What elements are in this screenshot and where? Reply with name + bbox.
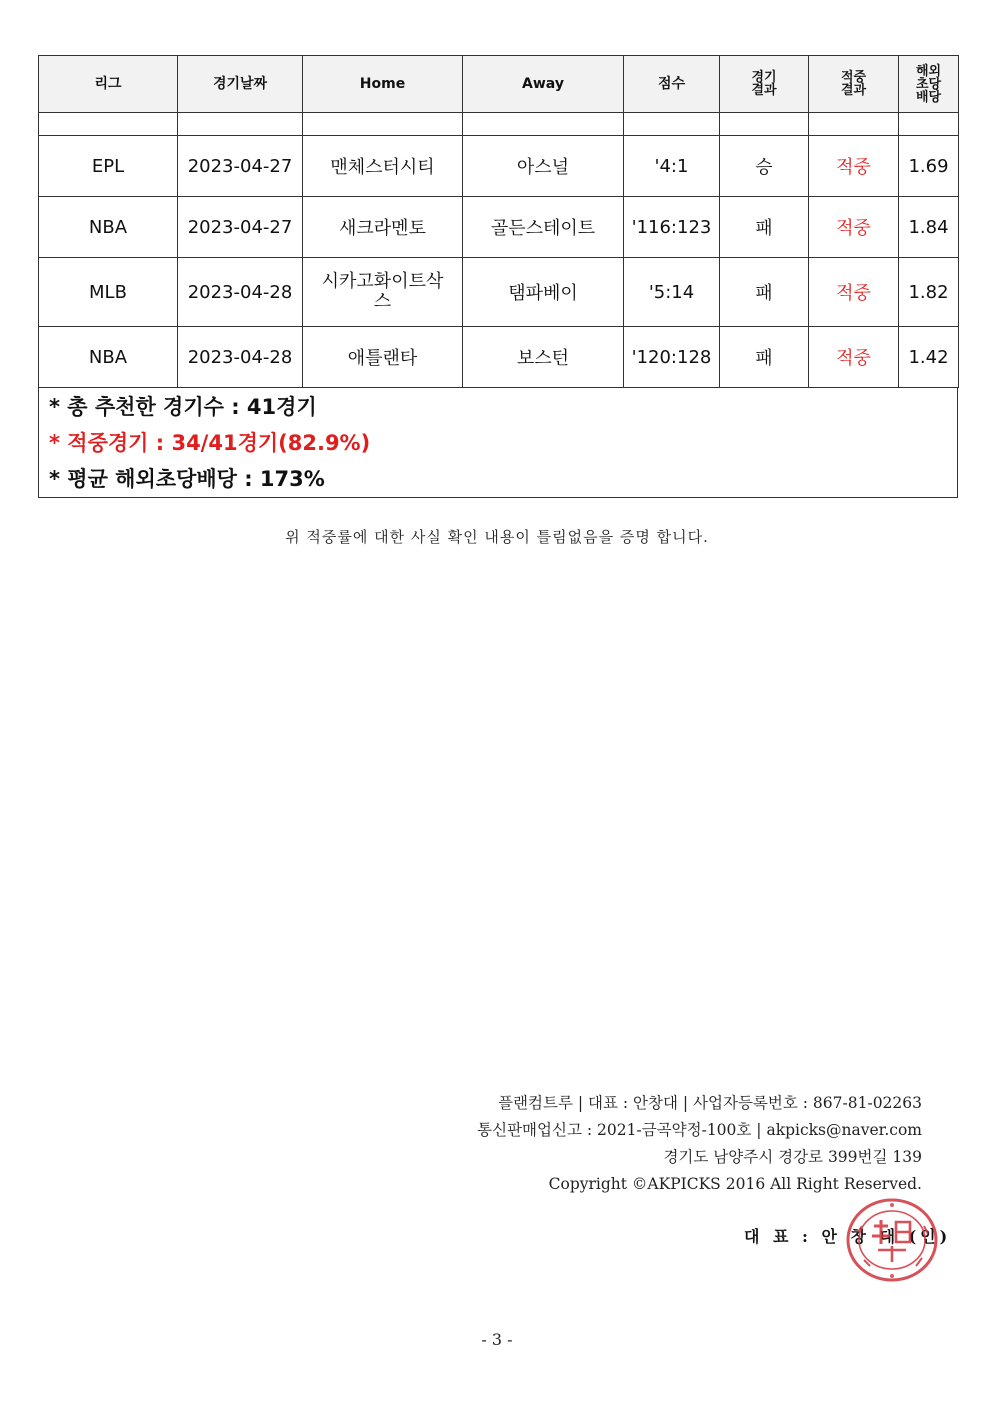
cell-league: EPL: [39, 136, 178, 197]
cell-odds: 1.69: [899, 136, 959, 197]
cell-date: 2023-04-27: [178, 136, 303, 197]
summary-total: * 총 추천한 경기수 : 41경기: [49, 395, 317, 419]
cell-odds: 1.42: [899, 327, 959, 388]
cell-away: 골든스테이트: [463, 197, 624, 258]
header-hit-line1: 적중: [840, 70, 867, 85]
cell-odds: 1.84: [899, 197, 959, 258]
header-odds-line1: 해외: [915, 63, 942, 79]
header-league: 리그: [39, 56, 178, 113]
header-result-line2: 결과: [751, 83, 777, 98]
footer-line-registration: 통신판매업신고 : 2021-금곡약정-100호 | akpicks@naver.com: [477, 1121, 922, 1139]
page-number: - 3 -: [481, 1330, 513, 1349]
certification-text: 위 적중률에 대한 사실 확인 내용이 틀림없음을 증명 합니다.: [285, 528, 709, 546]
footer-line-address: 경기도 남양주시 경강로 399번길 139: [663, 1148, 922, 1166]
table-row: [39, 197, 959, 258]
cell-score: '5:14: [624, 258, 720, 327]
cell-result: 패: [720, 197, 809, 258]
cell-home: 맨체스터시티: [303, 136, 463, 197]
cell-date: 2023-04-27: [178, 197, 303, 258]
cell-home-line1: 시카고화이트삭: [321, 271, 444, 292]
cell-away: 아스널: [463, 136, 624, 197]
company-footer: [477, 1090, 922, 1198]
cell-home: 새크라멘토: [303, 197, 463, 258]
cell-home-line2: 스: [373, 291, 392, 312]
header-home: Home: [303, 56, 463, 113]
spacer-row: [39, 113, 959, 136]
cell-result: 패: [720, 327, 809, 388]
cell-home: 애틀랜타: [303, 327, 463, 388]
results-table: [38, 55, 959, 388]
table-row: [39, 136, 959, 197]
representative-signature-line: 대 표 : 안 창 대 (인): [744, 1227, 952, 1246]
header-hit-line2: 결과: [840, 83, 867, 98]
summary-hits: * 적중경기 : 34/41경기(82.9%): [49, 431, 371, 455]
header-odds-line3: 배당: [915, 89, 942, 105]
cell-date: 2023-04-28: [178, 327, 303, 388]
cell-away: 보스턴: [463, 327, 624, 388]
cell-home: [303, 258, 463, 327]
cell-league: NBA: [39, 197, 178, 258]
header-result-line1: 경기: [751, 70, 777, 85]
cell-score: '116:123: [624, 197, 720, 258]
footer-line-copyright: Copyright ©AKPICKS 2016 All Right Reserved.: [548, 1175, 922, 1193]
table-row: [39, 327, 959, 388]
header-result: [720, 56, 809, 113]
cell-score: '120:128: [624, 327, 720, 388]
header-away: Away: [463, 56, 624, 113]
summary-box: [38, 388, 958, 498]
cell-result: 패: [720, 258, 809, 327]
footer-line-company: 플랜컴트루 | 대표 : 안창대 | 사업자등록번호 : 867-81-02263: [498, 1094, 922, 1112]
cell-hit: 적중: [809, 258, 899, 327]
cell-away: 탬파베이: [463, 258, 624, 327]
header-hit: [809, 56, 899, 113]
company-seal-stamp: [844, 1196, 940, 1284]
cell-odds: 1.82: [899, 258, 959, 327]
cell-result: 승: [720, 136, 809, 197]
cell-hit: 적중: [809, 136, 899, 197]
cell-score: '4:1: [624, 136, 720, 197]
cell-league: NBA: [39, 327, 178, 388]
header-date: 경기날짜: [178, 56, 303, 113]
cell-league: MLB: [39, 258, 178, 327]
header-odds: [899, 56, 959, 113]
header-odds-line2: 초당: [915, 76, 942, 92]
table-row: [39, 258, 959, 327]
table-header-row: [39, 56, 959, 113]
header-score: 점수: [624, 56, 720, 113]
cell-hit: 적중: [809, 327, 899, 388]
cell-hit: 적중: [809, 197, 899, 258]
summary-avg-odds: * 평균 해외초당배당 : 173%: [49, 467, 325, 491]
cell-date: 2023-04-28: [178, 258, 303, 327]
